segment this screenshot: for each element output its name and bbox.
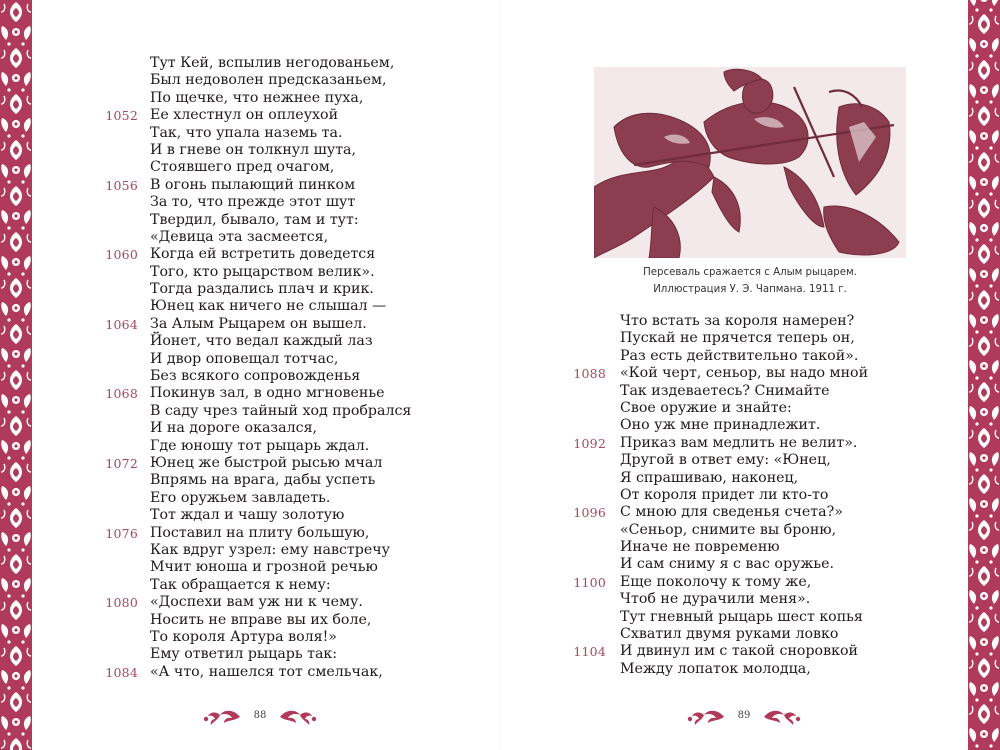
verse-text: Покинув зал, в одно мгновенье xyxy=(150,385,385,402)
verse-text: Раз есть действительно такой». xyxy=(620,347,859,364)
verse-text: Где юношу тот рыцарь ждал. xyxy=(150,437,370,454)
left-page-number: 88 xyxy=(253,710,267,721)
verse-text: Его оружьем завладеть. xyxy=(150,489,331,506)
verse-text: От короля придет ли кто-то xyxy=(620,486,829,503)
verse-text: Чтоб не дурачили меня». xyxy=(620,591,811,608)
right-floral-border xyxy=(968,0,1000,750)
verse-text: То короля Артура воля!» xyxy=(150,628,337,645)
verse-text: Свое оружие и знайте: xyxy=(620,399,792,416)
verse-text: Юнец как ничего не слышал — xyxy=(150,298,387,315)
verse-text: «А что, нашелся тот смельчак, xyxy=(150,663,383,680)
verse-text: Тут Кей, вспылив негодованьем, xyxy=(150,55,395,71)
line-number: 1088 xyxy=(573,366,606,382)
verse-text: И двинул им с такой сноровкой xyxy=(620,643,858,660)
line-number: 1092 xyxy=(573,435,606,451)
line-number: 1064 xyxy=(105,316,138,332)
verse-text: Был недоволен предсказаньем, xyxy=(150,72,387,89)
verse-text: Тот ждал и чашу золотую xyxy=(150,507,345,524)
verse-text: Схватил двумя руками ловко xyxy=(620,626,839,643)
verse-text: Что встать за короля намерен? xyxy=(620,313,855,329)
verse-text: Поставил на плиту большую, xyxy=(150,524,370,541)
verse-text: Иначе не повременю xyxy=(620,539,780,556)
verse-text: «Девица эта засмеется, xyxy=(150,228,329,245)
verse-text: Так издеваетесь? Снимайте xyxy=(620,382,830,399)
verse-text: «Кой черт, сеньор, вы надо мной xyxy=(620,365,869,382)
verse-text: Твердил, бывало, там и тут: xyxy=(150,211,359,228)
verse-text: Так, что упала наземь та. xyxy=(150,124,343,141)
verse-text: И сам сниму я с вас оружье. xyxy=(620,556,835,573)
verse-text: И двор оповещал тотчас, xyxy=(150,350,339,367)
verse-text: Оно уж мне принадлежит. xyxy=(620,417,821,434)
verse-text: С мною для сведенья счета?» xyxy=(620,504,843,521)
line-number: 1060 xyxy=(105,247,138,263)
line-number: 1104 xyxy=(573,644,606,660)
caption-line-1: Персеваль сражается с Алым рыцарем. xyxy=(643,267,857,278)
line-number: 1056 xyxy=(105,177,138,193)
line-number: 1068 xyxy=(105,386,138,402)
verse-text: Так обращается к нему: xyxy=(150,576,331,593)
line-number: 1096 xyxy=(573,505,606,521)
verse-text: Йонет, что ведал каждый лаз xyxy=(150,333,373,350)
line-number: 1100 xyxy=(573,574,606,590)
verse-text: Стоявшего пред очагом, xyxy=(150,159,335,176)
verse-text: За то, что прежде этот шут xyxy=(150,194,356,211)
right-page-number: 89 xyxy=(737,710,751,721)
verse-text: «Доспехи вам уж ни к чему. xyxy=(150,594,363,611)
verse-text: Когда ей встретить доведется xyxy=(150,246,376,263)
verse-text: В саду чрез тайный ход пробрался xyxy=(150,402,412,419)
verse-text: По щечке, что нежнее пуха, xyxy=(150,89,364,106)
left-page-folio xyxy=(200,703,320,731)
verse-text: За Алым Рыцарем он вышел. xyxy=(150,315,367,332)
illustration-caption xyxy=(594,264,906,298)
line-number: 1080 xyxy=(105,595,138,611)
verse-text: Тут гневный рыцарь шест копья xyxy=(620,608,863,625)
verse-text: Приказ вам медлить не велит». xyxy=(620,434,858,451)
line-number: 1076 xyxy=(105,525,138,541)
verse-text: Того, кто рыцарством велик». xyxy=(150,263,375,280)
verse-text: Как вдруг узрел: ему навстречу xyxy=(150,541,390,558)
verse-text: Еще поколочу к тому же, xyxy=(620,573,812,590)
right-page-folio xyxy=(684,703,804,731)
verse-text: «Сеньор, снимите вы броню, xyxy=(620,521,837,538)
verse-text: Носить не вправе вы их боле, xyxy=(150,611,372,628)
verse-text: Юнец же быстрой рысью мчал xyxy=(150,454,383,471)
verse-text: И в гневе он толкнул шута, xyxy=(150,141,357,158)
verse-text: Ее хлестнул он оплеухой xyxy=(150,107,339,124)
verse-text: Между лопаток молодца, xyxy=(620,660,811,677)
left-floral-border xyxy=(0,0,32,750)
right-page xyxy=(500,0,968,750)
verse-text: Тогда раздались плач и крик. xyxy=(150,281,374,298)
verse-text: Мчит юноша и грозной речью xyxy=(150,559,378,576)
caption-line-2: Иллюстрация У. Э. Чапмана. 1911 г. xyxy=(653,284,847,295)
battle-illustration xyxy=(594,67,906,258)
verse-text: Я спрашиваю, наконец, xyxy=(620,469,799,486)
line-number: 1084 xyxy=(105,664,138,680)
verse-text: Без всякого сопровожденья xyxy=(150,368,361,385)
left-page xyxy=(32,0,500,750)
verse-text: И на дороге оказался, xyxy=(150,420,318,437)
line-number: 1052 xyxy=(105,108,138,124)
line-number: 1072 xyxy=(105,455,138,471)
verse-text: Пускай не прячется теперь он, xyxy=(620,330,855,347)
verse-text: Ему ответил рыцарь так: xyxy=(150,646,338,663)
verse-text: В огонь пылающий пинком xyxy=(150,176,356,193)
verse-text: Другой в ответ ему: «Юнец, xyxy=(620,452,831,469)
verse-text: Впрямь на врага, дабы успеть xyxy=(150,472,376,489)
